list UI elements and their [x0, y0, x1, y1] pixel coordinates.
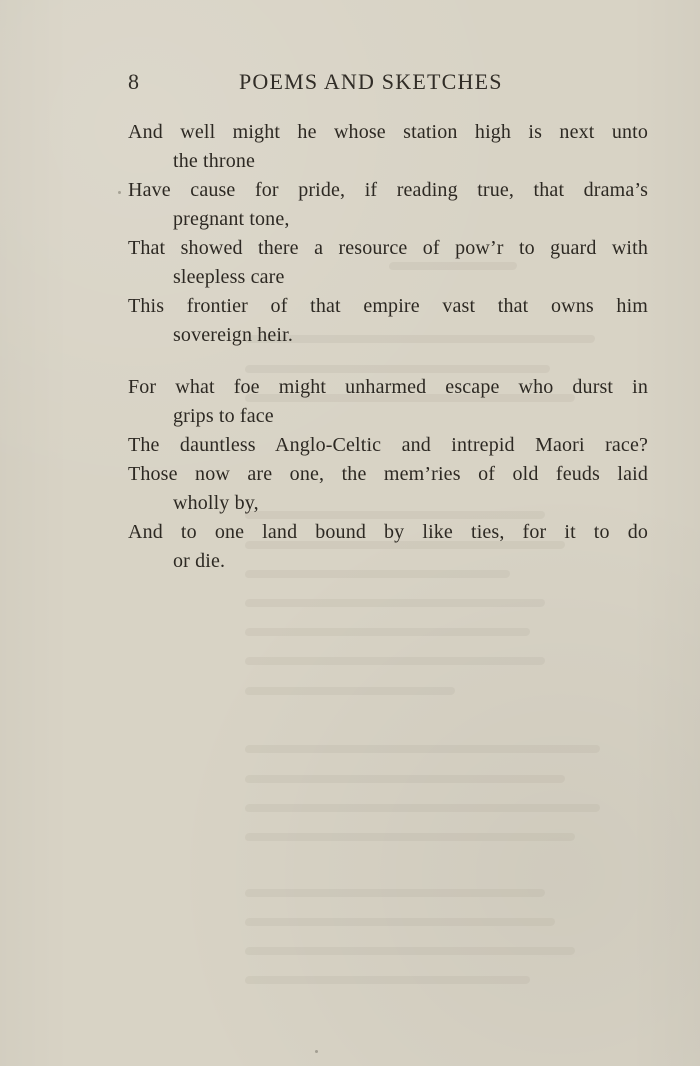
poem-line-continuation: sleepless care	[173, 266, 285, 288]
poem-line-continuation: wholly by,	[173, 492, 259, 514]
poem-line: The dauntless Anglo-Celtic and intrepid Maori race?	[128, 434, 648, 456]
poem-line: Have cause for pride, if reading true, that drama’s	[128, 179, 648, 201]
poem-text	[128, 118, 648, 576]
poem-line-continuation: sovereign heir.	[173, 324, 293, 346]
page-number: 8	[128, 69, 141, 94]
page-header	[128, 69, 548, 99]
paper-speck	[315, 1050, 318, 1053]
poem-line-continuation: grips to face	[173, 405, 274, 427]
paper-speck	[118, 191, 121, 194]
poem-line: And well might he whose station high is next unto	[128, 121, 648, 143]
poem-line: This frontier of that empire vast that owns him	[128, 295, 648, 317]
poem-line: Those now are one, the mem’ries of old feuds laid	[128, 463, 648, 485]
stanza-separator	[128, 350, 648, 373]
running-title: POEMS AND SKETCHES	[239, 69, 503, 94]
poem-line: And to one land bound by like ties, for it to do	[128, 521, 648, 543]
poem-line-continuation: pregnant tone,	[173, 208, 290, 230]
poem-line-continuation: or die.	[173, 550, 226, 572]
poem-line-continuation: the throne	[173, 150, 256, 172]
poem-line: For what foe might unharmed escape who durst in	[128, 376, 648, 398]
poem-line: That showed there a resource of pow’r to guard with	[128, 237, 648, 259]
